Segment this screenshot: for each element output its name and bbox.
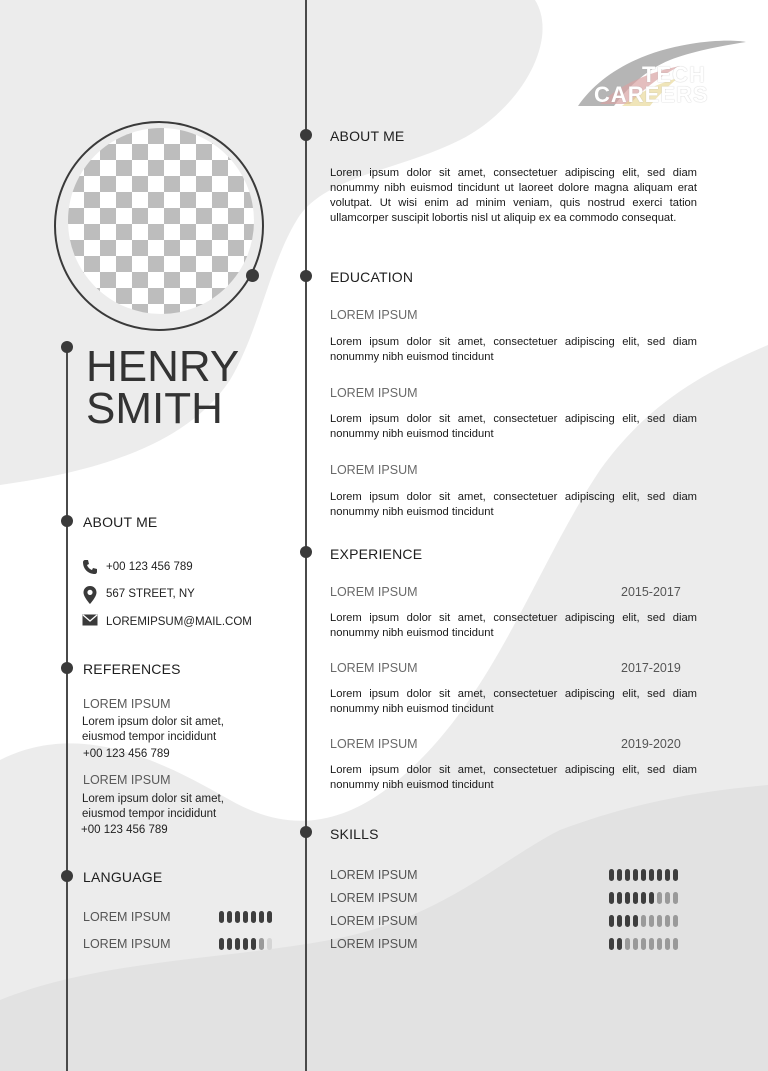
skill-2-name: LOREM IPSUM (330, 891, 418, 905)
experience-2-title: LOREM IPSUM (330, 661, 418, 675)
meter-segment (633, 869, 638, 881)
experience-1-text: Lorem ipsum dolor sit amet, consectetuer adipiscing elit, sed diam nonummy nibh euismod tincidunt (330, 612, 697, 639)
language-2-meter (219, 938, 272, 950)
meter-segment (649, 869, 654, 881)
skill-1-name: LOREM IPSUM (330, 868, 418, 882)
meter-segment (633, 938, 638, 950)
meter-segment (609, 869, 614, 881)
right-about-heading: ABOUT ME (330, 128, 405, 144)
reference-1-line1: Lorem ipsum dolor sit amet, (82, 716, 224, 728)
left-about-heading: ABOUT ME (83, 514, 158, 530)
reference-1-phone: +00 123 456 789 (83, 748, 170, 760)
left-timeline (66, 346, 68, 1071)
language-1-name: LOREM IPSUM (83, 910, 171, 924)
photo-frame-dot (246, 269, 259, 282)
reference-2-phone: +00 123 456 789 (81, 824, 168, 836)
experience-1-years: 2015-2017 (621, 585, 681, 599)
left-about-dot (61, 515, 73, 527)
language-1-meter (219, 911, 272, 923)
reference-1-name: LOREM IPSUM (83, 697, 171, 711)
skill-4-meter (609, 938, 678, 950)
language-2-name: LOREM IPSUM (83, 937, 171, 951)
experience-dot (300, 546, 312, 558)
skills-dot (300, 826, 312, 838)
meter-segment (267, 938, 272, 950)
name-dot (61, 341, 73, 353)
meter-segment (625, 938, 630, 950)
meter-segment (617, 892, 622, 904)
references-dot (61, 662, 73, 674)
references-heading: REFERENCES (83, 661, 181, 677)
experience-2-text: Lorem ipsum dolor sit amet, consectetuer adipiscing elit, sed diam nonummy nibh euismod tincidunt (330, 688, 697, 715)
meter-segment (657, 869, 662, 881)
skill-1-meter (609, 869, 678, 881)
contact-address-text: 567 STREET, NY (106, 588, 195, 600)
education-3-title: LOREM IPSUM (330, 463, 418, 477)
meter-segment (657, 892, 662, 904)
meter-segment (649, 938, 654, 950)
meter-segment (609, 892, 614, 904)
meter-segment (673, 869, 678, 881)
experience-3-title: LOREM IPSUM (330, 737, 418, 751)
experience-1-title: LOREM IPSUM (330, 585, 418, 599)
education-heading: EDUCATION (330, 269, 414, 285)
experience-heading: EXPERIENCE (330, 546, 423, 562)
logo (570, 34, 750, 114)
logo-text-careers: CAREERS (594, 82, 709, 107)
contact-email[interactable] (82, 614, 252, 630)
meter-segment (625, 915, 630, 927)
experience-3-text: Lorem ipsum dolor sit amet, consectetuer adipiscing elit, sed diam nonummy nibh euismod tincidunt (330, 764, 697, 791)
meter-segment (673, 938, 678, 950)
reference-2-line2: eiusmod tempor incididunt (82, 808, 217, 820)
meter-segment (657, 915, 662, 927)
experience-2-years: 2017-2019 (621, 661, 681, 675)
meter-segment (665, 938, 670, 950)
meter-segment (251, 938, 256, 950)
meter-segment (259, 911, 264, 923)
meter-segment (641, 892, 646, 904)
mail-icon (82, 614, 100, 630)
skill-4-name: LOREM IPSUM (330, 937, 418, 951)
meter-segment (657, 938, 662, 950)
meter-segment (219, 938, 224, 950)
right-about-dot (300, 129, 312, 141)
meter-segment (235, 911, 240, 923)
meter-segment (633, 892, 638, 904)
meter-segment (633, 915, 638, 927)
logo-text-tech: TECH (642, 62, 706, 87)
meter-segment (259, 938, 264, 950)
reference-1-line2: eiusmod tempor incididunt (82, 731, 217, 743)
education-1-text: Lorem ipsum dolor sit amet, consectetuer adipiscing elit, sed diam nonummy nibh euismod tincidunt (330, 336, 697, 363)
meter-segment (219, 911, 224, 923)
education-2-title: LOREM IPSUM (330, 386, 418, 400)
meter-segment (641, 869, 646, 881)
meter-segment (625, 869, 630, 881)
education-1-title: LOREM IPSUM (330, 308, 418, 322)
meter-segment (649, 892, 654, 904)
education-dot (300, 270, 312, 282)
language-heading: LANGUAGE (83, 869, 163, 885)
experience-3-years: 2019-2020 (621, 737, 681, 751)
language-dot (61, 870, 73, 882)
meter-segment (267, 911, 272, 923)
meter-segment (251, 911, 256, 923)
meter-segment (243, 911, 248, 923)
education-3-text: Lorem ipsum dolor sit amet, consectetuer adipiscing elit, sed diam nonummy nibh euismod tincidunt (330, 491, 697, 518)
meter-segment (665, 892, 670, 904)
right-about-text: Lorem ipsum dolor sit amet, consectetuer adipiscing elit, sed diam nonummy nibh euismod tincidunt ut laoreet dolore magna aliquam erat volutpat. Ut wisi enim ad minim veniam, quis nostrud exerci tation ullamcorper suscipit lobortis nisl ut aliquip ex ea commodo consequat. (330, 167, 697, 224)
meter-segment (665, 869, 670, 881)
meter-segment (609, 915, 614, 927)
meter-segment (617, 938, 622, 950)
contact-email-text: LOREMIPSUM@MAIL.COM (106, 616, 252, 628)
meter-segment (227, 938, 232, 950)
main-timeline (305, 0, 307, 1071)
skill-2-meter (609, 892, 678, 904)
contact-phone-text: +00 123 456 789 (106, 561, 193, 573)
meter-segment (243, 938, 248, 950)
skill-3-name: LOREM IPSUM (330, 914, 418, 928)
skills-heading: SKILLS (330, 826, 379, 842)
photo-placeholder (68, 128, 254, 314)
meter-segment (641, 938, 646, 950)
skill-3-meter (609, 915, 678, 927)
meter-segment (609, 938, 614, 950)
meter-segment (235, 938, 240, 950)
meter-segment (641, 915, 646, 927)
phone-icon (82, 559, 100, 575)
meter-segment (625, 892, 630, 904)
meter-segment (673, 892, 678, 904)
contact-phone (82, 559, 193, 575)
meter-segment (673, 915, 678, 927)
last-name: SMITH (86, 384, 223, 433)
meter-segment (617, 915, 622, 927)
contact-address (82, 586, 195, 602)
meter-segment (227, 911, 232, 923)
first-name: HENRY (86, 342, 240, 391)
reference-2-line1: Lorem ipsum dolor sit amet, (82, 793, 224, 805)
meter-segment (649, 915, 654, 927)
candidate-name (86, 342, 240, 433)
meter-segment (665, 915, 670, 927)
meter-segment (617, 869, 622, 881)
location-pin-icon (82, 586, 100, 602)
education-2-text: Lorem ipsum dolor sit amet, consectetuer adipiscing elit, sed diam nonummy nibh euismod tincidunt (330, 413, 697, 440)
reference-2-name: LOREM IPSUM (83, 773, 171, 787)
